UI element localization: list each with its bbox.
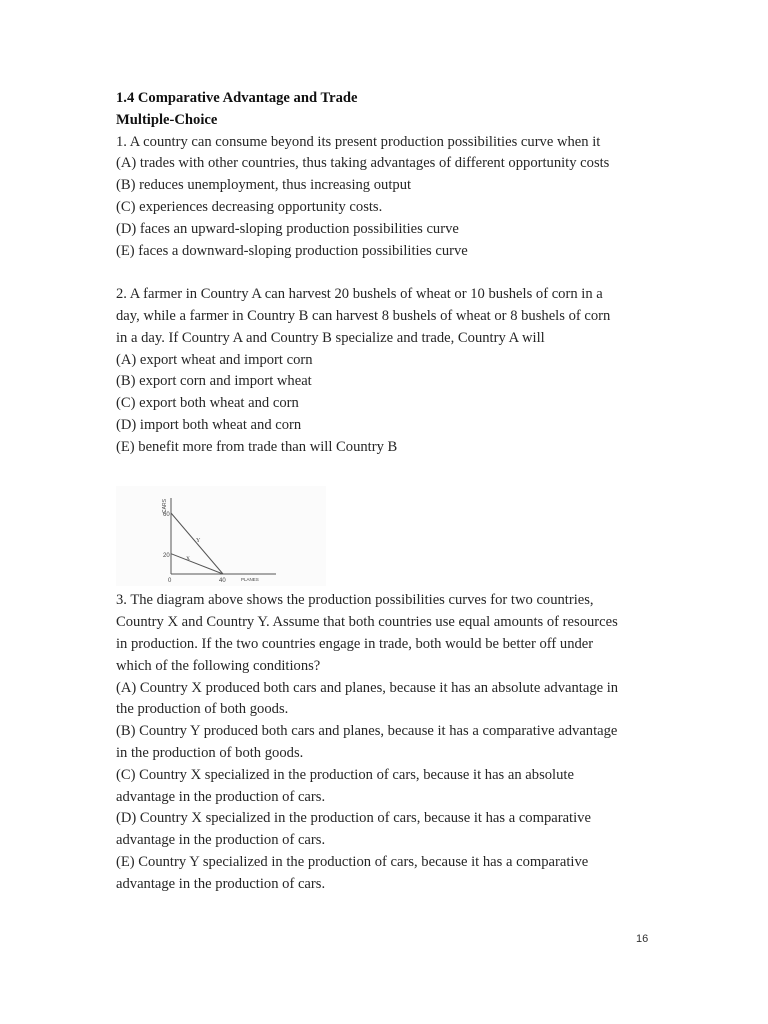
answer-option-continuation: advantage in the production of cars. <box>116 788 326 805</box>
answer-option: (A) trades with other countries, thus taking advantages of different opportunity costs <box>116 155 610 172</box>
answer-option-continuation: advantage in the production of cars. <box>116 832 326 849</box>
curve-label-x: X <box>186 556 190 563</box>
page-number: 16 <box>636 933 649 945</box>
question-stem-line: which of the following conditions? <box>116 657 321 674</box>
answer-option: (A) export wheat and import corn <box>116 351 313 368</box>
origin-label: 0 <box>168 578 172 585</box>
x-tick-label: 40 <box>219 578 226 585</box>
question-stem-line: in production. If the two countries engage in trade, both would be better off under <box>116 635 594 652</box>
question-stem-line: day, while a farmer in Country B can harvest 8 bushels of wheat or 8 bushels of corn <box>116 307 611 324</box>
paragraph-gap <box>116 262 661 284</box>
answer-option: (B) Country Y produced both cars and planes, because it has a comparative advantage <box>116 723 618 740</box>
question-2 <box>116 284 661 458</box>
question-1 <box>116 132 661 263</box>
answer-option: (D) import both wheat and corn <box>116 416 302 433</box>
answer-option: (E) benefit more from trade than will Country B <box>116 438 398 455</box>
question-3 <box>116 590 661 895</box>
curve-label-y: Y <box>196 538 201 545</box>
ppc-diagram <box>116 486 326 586</box>
answer-option: (C) experiences decreasing opportunity costs. <box>116 198 383 215</box>
y-tick-label: 60 <box>163 512 170 519</box>
question-stem-line: 2. A farmer in Country A can harvest 20 bushels of wheat or 10 bushels of corn in a <box>116 286 603 303</box>
page-content <box>116 88 661 896</box>
answer-option: (D) Country X specialized in the production of cars, because it has a comparative <box>116 810 591 827</box>
answer-option: (E) Country Y specialized in the production of cars, because it has a comparative <box>116 853 589 870</box>
section-title: 1.4 Comparative Advantage and Trade <box>116 90 358 106</box>
answer-option: (C) export both wheat and corn <box>116 395 299 412</box>
answer-option: (C) Country X specialized in the production of cars, because it has an absolute <box>116 766 574 783</box>
answer-option-continuation: advantage in the production of cars. <box>116 875 326 892</box>
answer-option-continuation: the production of both goods. <box>116 701 289 718</box>
y-axis-label: CARS <box>162 499 168 514</box>
answer-option: (B) export corn and import wheat <box>116 373 312 390</box>
paragraph-gap <box>116 459 661 481</box>
answer-option: (B) reduces unemployment, thus increasing output <box>116 177 412 194</box>
ppc-line-x <box>171 554 223 574</box>
question-stem-line: 3. The diagram above shows the production possibilities curves for two countries, <box>116 592 594 609</box>
answer-option: (E) faces a downward-sloping production possibilities curve <box>116 242 468 259</box>
question-stem-line: in a day. If Country A and Country B specialize and trade, Country A will <box>116 329 545 346</box>
ppc-diagram-svg <box>116 486 326 586</box>
y-tick-label: 20 <box>163 553 170 560</box>
answer-option-continuation: in the production of both goods. <box>116 744 304 761</box>
answer-option: (D) faces an upward-sloping production possibilities curve <box>116 220 459 237</box>
subsection-title: Multiple-Choice <box>116 111 218 128</box>
answer-option: (A) Country X produced both cars and planes, because it has an absolute advantage in <box>116 679 619 696</box>
x-axis-label: PLANES <box>241 577 259 583</box>
question-stem-line: Country X and Country Y. Assume that both countries use equal amounts of resources <box>116 614 618 631</box>
question-stem-line: 1. A country can consume beyond its present production possibilities curve when it <box>116 133 601 150</box>
